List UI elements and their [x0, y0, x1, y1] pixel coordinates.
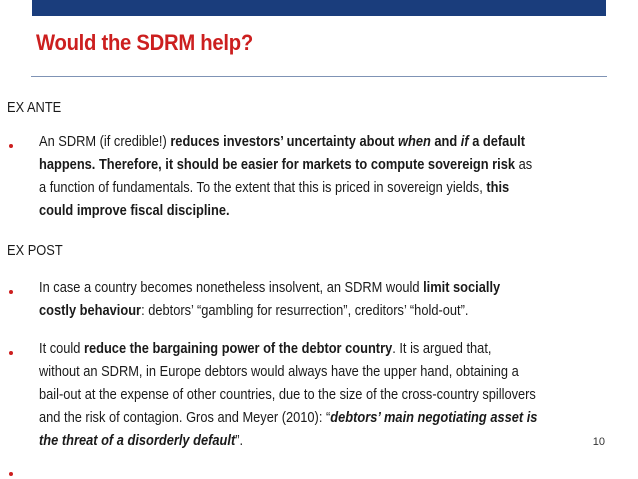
text-run-bold-italic: if — [460, 134, 469, 150]
text-run-bold-italic: the threat of a disorderly default — [39, 433, 236, 449]
text-run: : debtors’ “gambling for resurrection”, creditors’ “hold-out”. — [141, 303, 469, 319]
text-run-bold: happens. Therefore, it should be easier for markets to compute sovereign risk — [39, 157, 516, 173]
bullet-1-line-3 — [39, 180, 509, 197]
text-run-bold: reduces investors’ uncertainty about — [170, 134, 398, 150]
text-run-bold-italic: when — [397, 134, 431, 150]
page-title: Would the SDRM help? — [36, 30, 253, 55]
text-run: . It is argued that, — [392, 341, 492, 357]
bullet-2-line-2 — [39, 303, 468, 320]
bullet-icon — [9, 351, 13, 355]
text-run-bold: and — [430, 134, 461, 150]
bullet-1-line-1 — [39, 134, 525, 151]
bullet-3-line-5 — [39, 433, 243, 450]
bullet-1-line-2 — [39, 157, 532, 174]
bullet-3-line-4 — [39, 410, 537, 427]
bullet-3-line-2 — [39, 364, 519, 381]
bullet-icon — [9, 290, 13, 294]
section-ex-ante: EX ANTE — [7, 100, 62, 116]
text-run: bail-out at the expense of other countries, due to the size of the cross-country spillovers — [39, 387, 536, 403]
text-run: without an SDRM, in Europe debtors would always have the upper hand, obtaining a — [39, 364, 519, 380]
text-run: a function of fundamentals. To the extent that this is priced in sovereign yields, — [39, 180, 487, 196]
title-divider — [31, 76, 607, 77]
text-run: In case a country becomes nonetheless insolvent, an SDRM would — [39, 280, 424, 296]
bullet-2-line-1 — [39, 280, 500, 297]
text-run: and the risk of contagion. Gros and Meyer (2010): “ — [39, 410, 331, 426]
text-run: as — [515, 157, 533, 173]
text-run: It could — [39, 341, 84, 357]
text-run: ”. — [235, 433, 244, 449]
text-run-bold: could improve fiscal discipline. — [39, 203, 230, 219]
text-run-bold-italic: debtors’ main negotiating asset is — [330, 410, 538, 426]
bullet-1-line-4 — [39, 203, 230, 220]
text-run-bold: reduce the bargaining power of the debtor country — [83, 341, 393, 357]
section-ex-post: EX POST — [7, 243, 63, 259]
bullet-icon — [9, 472, 13, 476]
page-number: 10 — [592, 436, 605, 448]
text-run-bold: costly behaviour — [39, 303, 142, 319]
text-run-bold: this — [486, 180, 510, 196]
bullet-3-line-3 — [39, 387, 536, 404]
text-run-bold: a default — [468, 134, 526, 150]
text-run-bold: limit socially — [423, 280, 501, 296]
top-banner — [32, 0, 606, 16]
bullet-icon — [9, 144, 13, 148]
bullet-3-line-1 — [39, 341, 491, 358]
text-run: An SDRM (if credible!) — [39, 134, 171, 150]
